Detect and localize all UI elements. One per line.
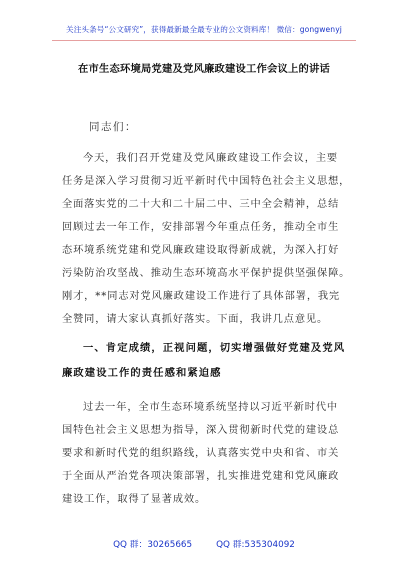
paragraph-line: 今天，我们召开党建及党风廉政建设工作会议，主要	[83, 153, 339, 164]
paragraph-line: 国特色社会主义思想为指导，深入贯彻新时代党的建设总	[62, 425, 340, 436]
section-heading-1	[62, 336, 352, 386]
paragraph-line: 污染防治攻坚战、推动生态环境高水平保护提供坚强保障。	[62, 268, 351, 279]
paragraph-line: 建设工作，取得了显著成效。	[62, 494, 207, 505]
footer-qq-group-1[interactable]: QQ 群：30265665	[113, 540, 193, 550]
footer-contact	[0, 537, 408, 550]
paragraph-line: 于全面从严治党各项决策部署，扎实推进党建和党风廉政	[62, 471, 340, 482]
header-divider	[52, 40, 356, 41]
paragraph-line: 过去一年，全市生态环境系统坚持以习近平新时代中	[83, 402, 339, 413]
footer-qq-group-2[interactable]: QQ 群:535304092	[216, 540, 295, 550]
paragraph-opening	[62, 147, 350, 331]
paragraph-line: 回顾过去一年工作，安排部署今年重点任务，推动全市生	[62, 222, 340, 233]
heading-line: 廉政建设工作的责任感和紧迫感	[62, 367, 222, 379]
salutation: 同志们：	[89, 121, 137, 133]
document-title: 在市生态环境局党建及党风廉政建设工作会议上的讲话	[78, 63, 330, 75]
paragraph-line: 态环境系统党建和党风廉政建设取得新成就，为深入打好	[62, 245, 340, 256]
paragraph-review	[62, 396, 350, 511]
header-banner[interactable]: 关注头条号“公文研究”，获得最新最全最专业的公文资料库！ 微信：gongwenyj	[66, 25, 342, 34]
paragraph-line: 刚才，**同志对党风廉政建设工作进行了具体部署，我完	[62, 291, 341, 302]
paragraph-line: 全面落实党的二十大和二十届二中、三中全会精神，总结	[62, 199, 340, 210]
paragraph-line: 要求和新时代党的组织路线，认真落实党中央和省、市关	[62, 448, 340, 459]
paragraph-line: 全赞同，请大家认真抓好落实。下面，我讲几点意见。	[62, 314, 329, 325]
heading-line: 一、肯定成绩，正视问题，切实增强做好党建及党风	[83, 342, 346, 354]
paragraph-line: 任务是深入学习贯彻习近平新时代中国特色社会主义思想，	[62, 176, 351, 187]
